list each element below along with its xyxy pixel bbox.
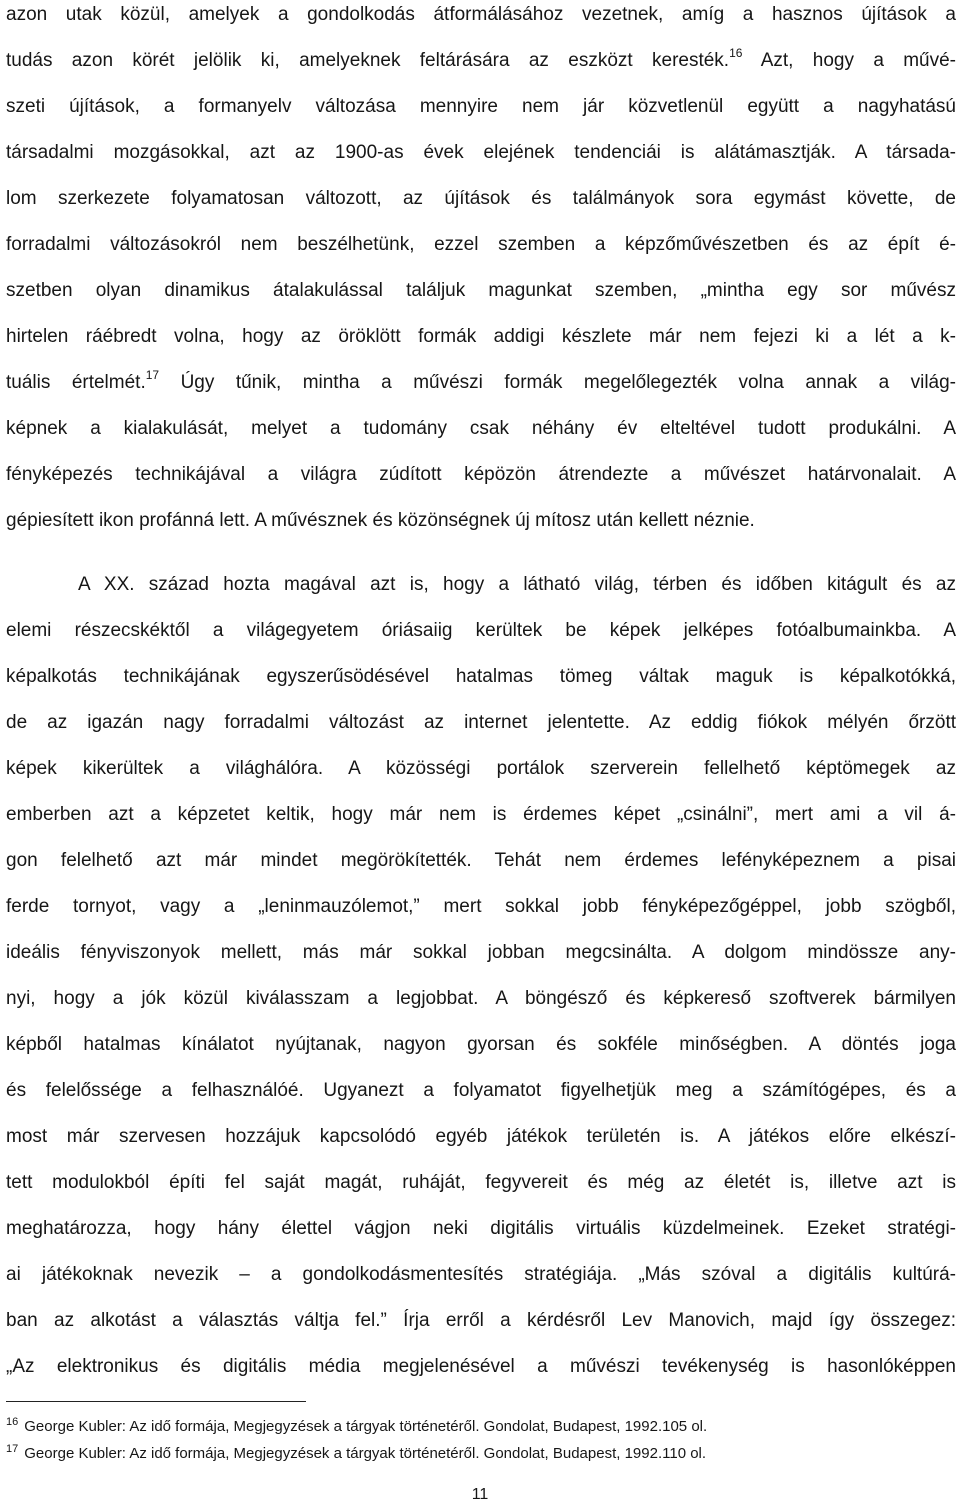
body-line: ideális fényviszonyok mellett, más már sokkal jobban megcsinálta. A dolgom mindössze any-	[6, 942, 956, 963]
body-line: társadalmi mozgásokkal, azt az 1900-as évek elejének tendenciái is alátámasztják. A társada-	[6, 142, 956, 163]
body-line: de az igazán nagy forradalmi változást az internet jelentette. Az eddig fiókok mélyén őrzött	[6, 712, 956, 733]
body-line	[6, 38, 956, 84]
footnote-ref: 17	[145, 368, 160, 382]
body-line: „Az elektronikus és digitális média megjelenésével a művészi tevékenység is hasonlóképpen	[6, 1356, 956, 1377]
footnote-mark: 17	[6, 1443, 19, 1455]
body-text: Azt, hogy a művé-	[760, 50, 956, 71]
body-line: most már szervesen hozzájuk kapcsolódó egyéb játékok területén is. A játékos előre elkészí-	[6, 1126, 956, 1147]
body-text: tuális értelmét.	[6, 372, 146, 393]
footnote	[6, 1415, 956, 1439]
page-number: 11	[471, 1486, 489, 1503]
footnote-mark: 16	[6, 1416, 19, 1428]
body-line: nyi, hogy a jók közül kiválasszam a legjobbat. A böngésző és képkereső szoftverek bármilyen	[6, 988, 956, 1009]
body-text: Úgy tűnik, mintha a művészi formák megelőlegezték volna annak a világ-	[180, 372, 956, 393]
body-line: fényképezés technikájával a világra zúdított képözön átrendezte a művészet határvonalait. A	[6, 464, 956, 485]
body-line: tett modulokból építi fel saját magát, ruháját, fegyvereit és még az életét is, illetve azt is	[6, 1172, 956, 1193]
body-line: hirtelen ráébredt volna, hogy az öröklött formák addigi készlete már nem fejezi ki a lét a k-	[6, 326, 956, 347]
body-line: lom szerkezete folyamatosan változott, az újítások és találmányok sora egymást követte, de	[6, 188, 956, 209]
body-text: tudás azon körét jelölik ki, amelyeknek feltárására az eszközt keresték.	[6, 50, 730, 71]
body-line: képek kikerültek a világhálóra. A közösségi portálok szerverein fellelhető képtömegek az	[6, 758, 956, 779]
body-line: szetben olyan dinamikus átalakulással találjuk magunkat szemben, „mintha egy sor művész	[6, 280, 956, 301]
body-line: gon felelhető azt már mindet megörökítették. Tehát nem érdemes lefényképeznem a pisai	[6, 850, 956, 871]
footnote-ref: 16	[729, 46, 743, 60]
body-line: A XX. század hozta magával azt is, hogy a látható világ, térben és időben kitágult és az	[78, 574, 956, 595]
body-line: képalkotás technikájának egyszerűsödésével hatalmas tömeg váltak maguk is képalkotókká,	[6, 666, 956, 687]
body-line: képnek a kialakulását, melyet a tudomány csak néhány év elteltével tudott produkálni. A	[6, 418, 956, 439]
body-line: és felelőssége a felhasználóé. Ugyanezt a folyamatot figyelhetjük meg a számítógépes, és a	[6, 1080, 956, 1101]
footnote-text: George Kubler: Az idő formája, Megjegyzések a tárgyak történetéről. Gondolat, Budapest, 1992.110 ol.	[24, 1445, 707, 1462]
body-line: elemi részecskéktől a világegyetem óriásaiig kerültek be képek jelképes fotóalbumainkba. A	[6, 620, 956, 641]
body-line: képből hatalmas kínálatot nyújtanak, nagyon gyorsan és sokféle minőségben. A döntés joga	[6, 1034, 956, 1055]
body-line: ai játékoknak nevezik – a gondolkodásmentesítés stratégiája. „Más szóval a digitális kultúrá-	[6, 1264, 956, 1285]
body-line	[6, 360, 956, 406]
body-line: forradalmi változásokról nem beszélhetünk, ezzel szemben a képzőművészetben és az épít é-	[6, 234, 956, 255]
body-line: azon utak közül, amelyek a gondolkodás átformálásához vezetnek, amíg a hasznos újítások a	[6, 4, 956, 25]
footnote-separator	[6, 1401, 306, 1402]
body-line: meghatározza, hogy hány élettel vágjon neki digitális virtuális küzdelmeinek. Ezeket stratégi-	[6, 1218, 956, 1239]
body-line: ban az alkotást a választás váltja fel.” Írja erről a kérdésről Lev Manovich, majd így összegez:	[6, 1310, 956, 1331]
body-line: emberben azt a képzetet keltik, hogy már nem is érdemes képet „csinálni”, mert ami a vil á-	[6, 804, 956, 825]
body-line: gépiesített ikon profánná lett. A művésznek és közönségnek új mítosz után kellett néznie.	[6, 510, 755, 531]
footnote-text: George Kubler: Az idő formája, Megjegyzések a tárgyak történetéről. Gondolat, Budapest, 1992.105 ol.	[24, 1418, 708, 1435]
body-line: ferde tornyot, vagy a „leninmauzólemot,” mert sokkal jobb fényképezőgéppel, jobb szögből,	[6, 896, 956, 917]
footnote	[6, 1442, 956, 1466]
body-line: szeti újítások, a formanyelv változása mennyire nem jár közvetlenül együtt a nagyhatású	[6, 96, 956, 117]
